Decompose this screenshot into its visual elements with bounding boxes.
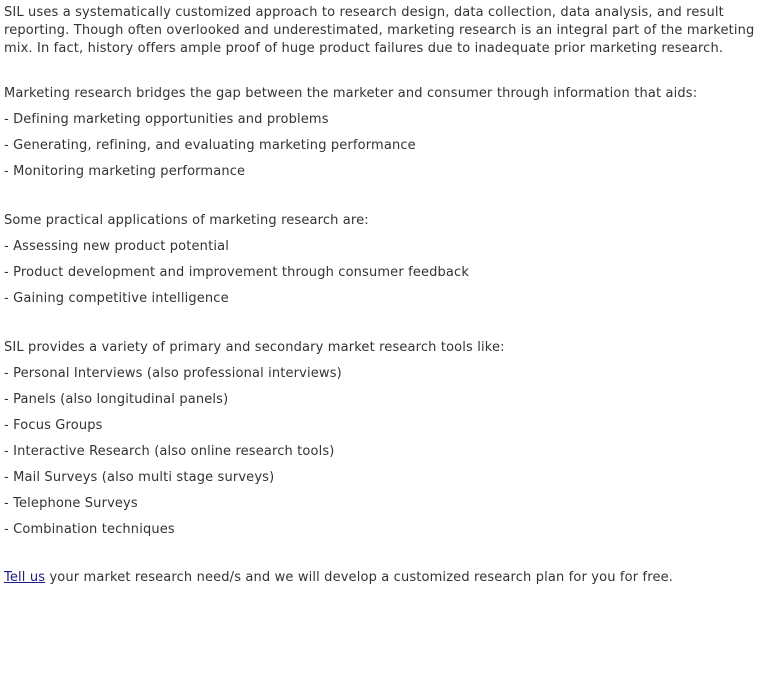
- call-to-action: [4, 569, 766, 587]
- intro-paragraph: SIL uses a systematically customized approach to research design, data collection, data analysis, and result reporting. Though often overlooked and underestimated, marketing research is an integral part of the marketing mix. In fact, history offers ample proof of huge product failures due to inadequate prior marketing research.: [4, 5, 755, 56]
- list-item: - Interactive Research (also online research tools): [4, 444, 335, 459]
- list-item: - Product development and improvement through consumer feedback: [4, 265, 470, 280]
- section-heading: Some practical applications of marketing research are:: [4, 213, 369, 228]
- list-item: - Assessing new product potential: [4, 239, 229, 254]
- list-item: - Generating, refining, and evaluating marketing performance: [4, 138, 416, 153]
- list-item: - Telephone Surveys: [4, 496, 138, 511]
- section-heading: SIL provides a variety of primary and secondary market research tools like:: [4, 340, 505, 355]
- list-item: - Monitoring marketing performance: [4, 164, 246, 179]
- section-heading: Marketing research bridges the gap between the marketer and consumer through information that aids:: [4, 86, 698, 101]
- section-applications: [4, 212, 766, 312]
- list-item: - Combination techniques: [4, 522, 175, 537]
- section-aids: [4, 85, 766, 185]
- list-item: - Focus Groups: [4, 418, 103, 433]
- tell-us-link[interactable]: Tell us: [4, 570, 46, 585]
- section-tools: [4, 339, 766, 543]
- list-item: - Gaining competitive intelligence: [4, 291, 229, 306]
- article-body: [4, 4, 766, 587]
- list-item: - Panels (also longitudinal panels): [4, 392, 229, 407]
- call-to-action-text: your market research need/s and we will develop a customized research plan for you for free.: [45, 570, 674, 585]
- list-item: - Personal Interviews (also professional interviews): [4, 366, 342, 381]
- list-item: - Defining marketing opportunities and problems: [4, 112, 329, 127]
- list-item: - Mail Surveys (also multi stage surveys): [4, 470, 275, 485]
